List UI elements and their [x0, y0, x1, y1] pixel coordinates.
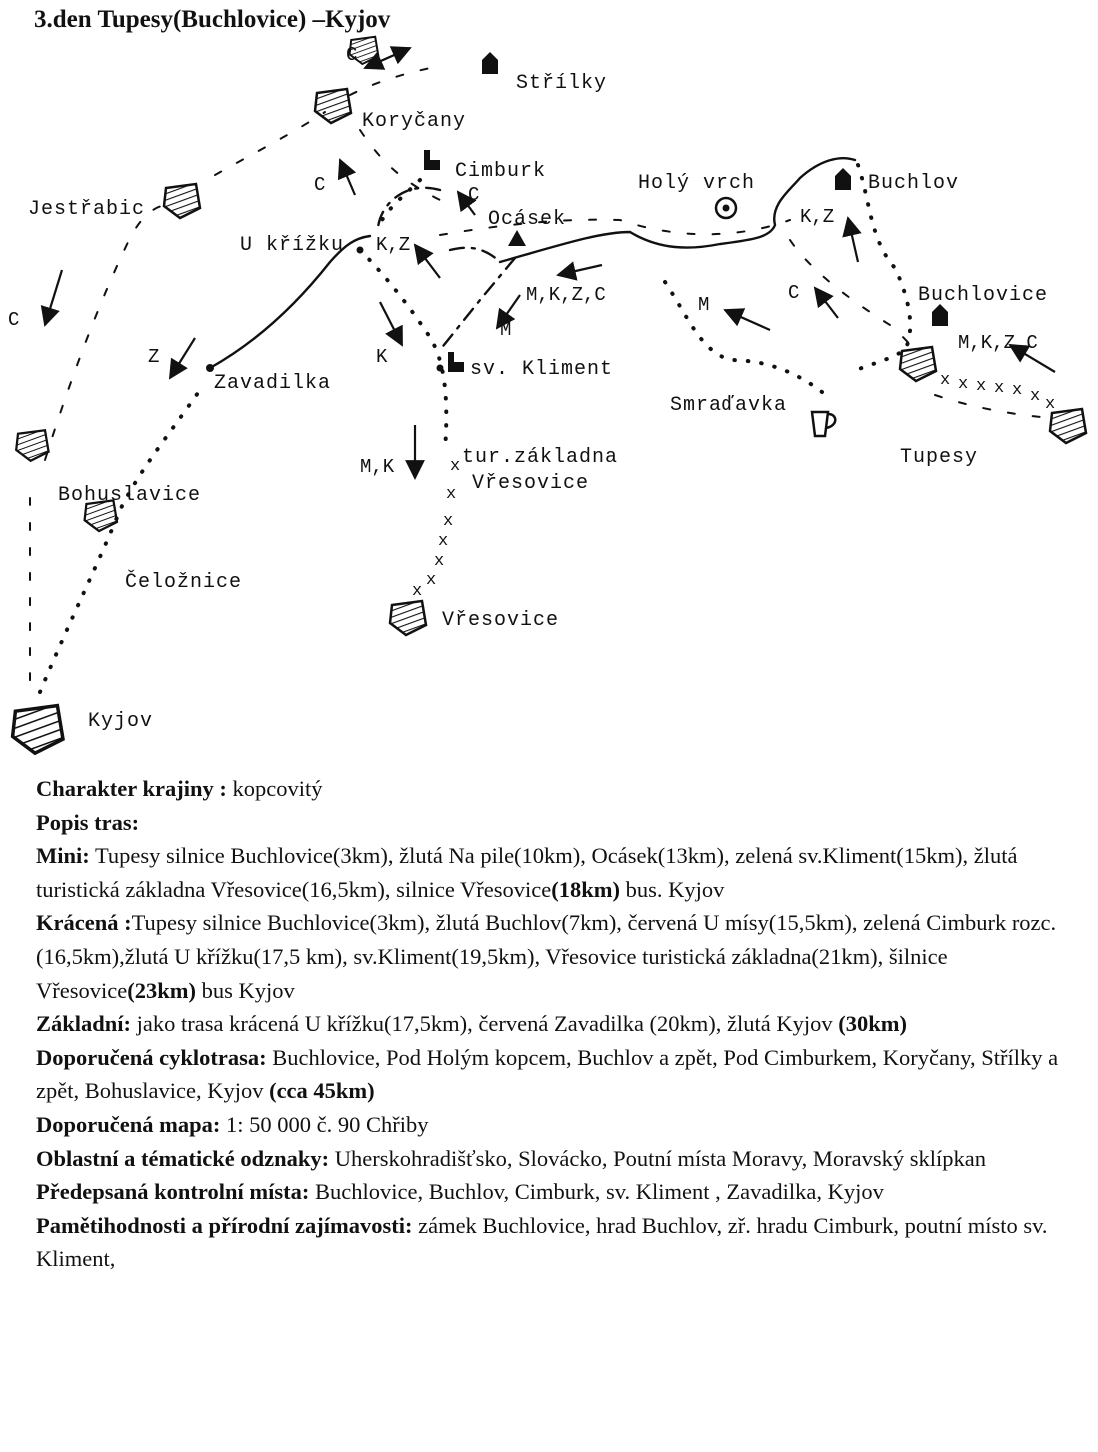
route-mark: M,K,Z,C	[958, 332, 1038, 354]
cycle-text: Buchlovice, Pod Holým kopcem, Buchlov a zpět, Pod Cimburkem, Koryčany, Střílky a zpět, Bohuslavice, Kyjov	[36, 1044, 1059, 1104]
checkpoints-text: Buchlovice, Buchlov, Cimburk, sv. Kliment , Zavadilka, Kyjov	[309, 1179, 884, 1205]
place-label-ocasek: Ocásek	[488, 208, 567, 231]
landscape-label: Charakter krajiny :	[36, 776, 227, 801]
route-mark: C	[346, 44, 358, 66]
short-route	[36, 906, 1076, 1007]
dotted-route-line	[378, 180, 420, 228]
arrow	[558, 265, 602, 275]
basic-route	[36, 1007, 1076, 1041]
route-mark: C	[8, 309, 20, 331]
mini-text: Tupesy silnice Buchlovice(3km), žlutá Na pile(10km), Ocásek(13km), zelená sv.Kliment(15km), žlutá turistická základna Vřesovice(16,5km), silnice Vřesovice	[36, 843, 1018, 902]
place-label-tur-zakladna: tur.základna	[462, 446, 619, 469]
dotted-route-line	[40, 390, 200, 692]
peak-icon	[508, 230, 526, 246]
cross-mark: x	[438, 532, 449, 551]
town-icon	[390, 601, 426, 635]
arrow	[848, 218, 858, 262]
cross-mark: x	[958, 375, 969, 394]
short-text: Tupesy silnice Buchlovice(3km), žlutá Buchlov(7km), červená U mísy(15,5km), zelená Cimburk rozc.(16,5km),žlutá U křížku(17,5 km), sv.Kliment(19,5km), Vřesovice turistická základna(21km), šilnice Vřesovice	[36, 910, 1057, 1003]
dotted-route-line	[360, 250, 446, 450]
town-icon	[13, 706, 63, 754]
place-label-tur-zakladna-vresovice: Vřesovice	[472, 472, 590, 495]
cross-mark: x	[426, 571, 437, 590]
place-label-holy-vrch: Holý vrch	[638, 172, 756, 195]
town-icon	[315, 89, 351, 123]
map-label: Doporučená mapa:	[36, 1111, 221, 1137]
town-icon	[900, 347, 936, 381]
checkpoints-label: Předepsaná kontrolní místa:	[36, 1179, 310, 1205]
mini-distance: (18km)	[551, 876, 620, 902]
cross-mark: x	[1045, 395, 1056, 414]
spring-icon	[812, 412, 835, 436]
routes-heading	[36, 806, 1076, 840]
sights-label: Pamětihodnosti a přírodní zajímavosti:	[36, 1212, 413, 1238]
cross-mark: x	[994, 379, 1005, 398]
circle-route-line	[45, 205, 175, 460]
town-icon	[16, 430, 48, 461]
map-text: 1: 50 000 č. 90 Chřiby	[220, 1111, 429, 1137]
mini-route	[36, 839, 1076, 906]
place-label-korycany: Koryčany	[362, 110, 467, 133]
place-label-vresovice: Vřesovice	[442, 609, 560, 632]
arrow	[815, 288, 838, 318]
place-label-kyjov: Kyjov	[88, 710, 154, 733]
cycle-label: Doporučená cyklotrasa:	[36, 1044, 267, 1070]
castle-icon	[482, 52, 498, 74]
summit-icon	[723, 205, 730, 212]
cross-mark: x	[412, 582, 423, 601]
landscape-line	[36, 772, 1076, 806]
route-description	[36, 772, 1076, 1276]
cross-mark: x	[446, 485, 457, 504]
landscape-value: kopcovitý	[226, 776, 323, 801]
basic-text: jako trasa krácená U křížku(17,5km), červená Zavadilka (20km), žlutá Kyjov	[131, 1011, 839, 1037]
town-icon	[1050, 409, 1086, 443]
badges	[36, 1142, 1076, 1176]
cross-mark: x	[450, 457, 461, 476]
cross-mark: x	[443, 512, 454, 531]
circle-route-line	[350, 66, 440, 95]
sights-text: zámek Buchlovice, hrad Buchlov, zř. hradu Cimburk, poutní místo sv. Kliment,	[36, 1212, 1048, 1272]
place-label-zavadilka: Zavadilka	[214, 372, 332, 395]
cross-mark: x	[1030, 387, 1041, 406]
map-symbols	[13, 37, 1086, 753]
cycle-route	[36, 1041, 1076, 1108]
point-icon	[357, 247, 364, 254]
route-mark: M	[698, 294, 710, 316]
place-label-tupesy: Tupesy	[900, 446, 979, 469]
town-icon	[164, 184, 200, 218]
point-icon	[206, 364, 214, 372]
short-label: Krácená :	[36, 910, 132, 936]
circle-route-line	[790, 240, 915, 350]
page-title: 3.den Tupesy(Buchlovice) –Kyjov	[34, 6, 391, 33]
arrow	[380, 302, 402, 345]
route-mark: K,Z	[376, 234, 411, 256]
circle-route-line	[215, 112, 325, 175]
place-label-strilky: Střílky	[516, 72, 608, 95]
place-label-smradavka: Smraďavka	[670, 394, 788, 417]
place-label-sv-kliment: sv. Kliment	[470, 358, 614, 381]
mini-tail: bus. Kyjov	[620, 876, 725, 902]
short-tail: bus Kyjov	[195, 977, 295, 1003]
checkpoints	[36, 1175, 1076, 1209]
route-mark: C	[314, 174, 326, 196]
route-mark: M,K	[360, 456, 395, 478]
cross-mark: x	[976, 377, 987, 396]
place-label-jestrabice: Jestřabic	[28, 198, 146, 221]
arrow	[45, 270, 62, 325]
cycle-distance: (cca 45km)	[269, 1078, 375, 1104]
cross-mark: x	[1012, 381, 1023, 400]
route-marks	[8, 44, 1041, 478]
route-mark: C	[468, 184, 480, 206]
ruin-icon	[448, 352, 464, 372]
route-mark: M	[500, 319, 512, 341]
route-mark: K,Z	[800, 206, 835, 228]
basic-distance: (30km)	[838, 1011, 908, 1037]
dash-route-line	[378, 188, 440, 228]
point-icon	[437, 365, 444, 372]
dash-route-line	[450, 248, 500, 262]
short-distance: (23km)	[127, 977, 196, 1003]
cross-mark: x	[940, 371, 951, 390]
arrow	[725, 310, 770, 330]
map-recommendation	[36, 1108, 1076, 1142]
routes-heading-label: Popis tras:	[36, 809, 140, 835]
castle-icon	[932, 304, 948, 326]
arrows	[45, 48, 1055, 478]
arrow	[170, 338, 195, 378]
mini-label: Mini:	[36, 843, 90, 869]
place-label-bohuslavice: Bohuslavice	[58, 484, 202, 507]
badges-label: Oblastní a tématické odznaky:	[36, 1145, 330, 1171]
arrow	[415, 245, 440, 278]
dotted-route-line	[850, 165, 910, 375]
place-label-cimburk: Cimburk	[455, 160, 547, 183]
castle-icon	[835, 168, 851, 190]
place-label-buchlovice: Buchlovice	[918, 284, 1049, 307]
cross-mark: x	[434, 552, 445, 571]
place-label-u-krizku: U křížku	[240, 234, 345, 257]
ruin-icon	[424, 150, 440, 170]
route-mark: K	[376, 346, 388, 368]
place-label-celoznice: Čeložnice	[125, 571, 243, 594]
route-mark: C	[788, 282, 800, 304]
arrow	[340, 160, 355, 195]
place-label-buchlov: Buchlov	[868, 172, 960, 195]
route-lines	[210, 158, 855, 368]
badges-text: Uherskohradišťsko, Slovácko, Poutní místa Moravy, Moravský sklípkan	[329, 1145, 986, 1171]
basic-label: Základní:	[36, 1011, 132, 1037]
route-mark: M,K,Z,C	[526, 284, 606, 306]
sights	[36, 1209, 1076, 1276]
route-mark: Z	[148, 346, 160, 368]
place-labels	[28, 72, 1048, 733]
